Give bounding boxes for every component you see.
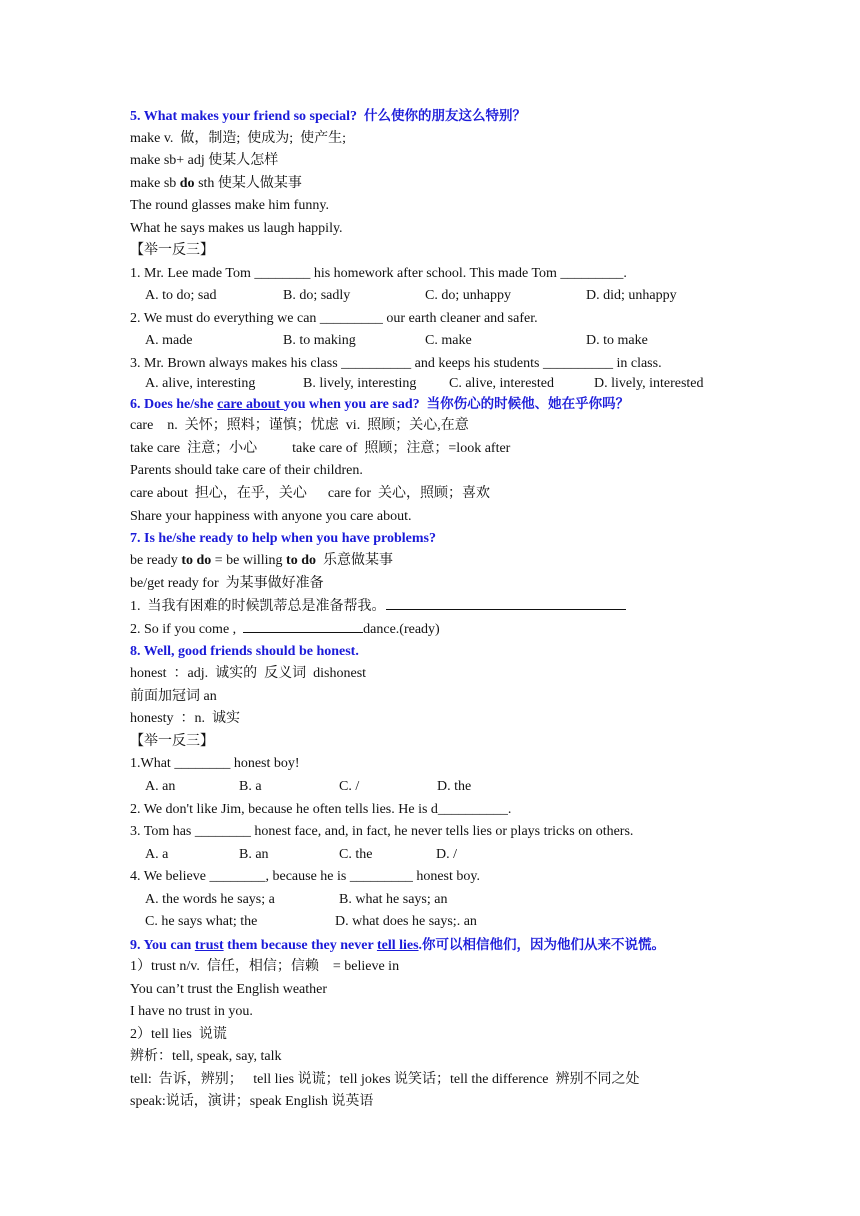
- s5-question-1: 1. Mr. Lee made Tom ________ his homework after school. This made Tom _________.: [130, 266, 627, 281]
- s8-question-2: 2. We don't like Jim, because he often tells lies. He is d__________.: [130, 802, 512, 817]
- s9-heading-underlined-1: trust: [194, 938, 224, 953]
- s8-practice-title: 【举一反三】: [130, 734, 214, 749]
- s5-practice-title: 【举一反三】: [130, 243, 214, 258]
- s8-q1-option-a: A. an: [145, 779, 176, 794]
- s7-line-1-bold-2: to do: [286, 553, 316, 568]
- s7-line-1-bold-1: to do: [181, 553, 212, 568]
- s5-q3-option-b: B. lively, interesting: [303, 376, 417, 391]
- section-9-heading: [130, 936, 665, 955]
- s8-line-3: honesty ：n. 诚实: [130, 711, 241, 726]
- s8-q1-option-c: C. /: [339, 779, 360, 794]
- s9-heading-underlined-2: tell lies: [376, 938, 419, 953]
- s8-q4-option-a: A. the words he says; a: [145, 892, 275, 907]
- s5-question-3: 3. Mr. Brown always makes his class __________ and keeps his students __________ in class.: [130, 356, 662, 371]
- answer-blank[interactable]: [243, 620, 363, 633]
- s5-q2-option-b: B. to making: [283, 333, 356, 348]
- s8-heading-text: 8. Well, good friends should be honest.: [130, 644, 359, 659]
- s5-example-2: What he says makes us laugh happily.: [130, 221, 343, 236]
- s8-q1-option-d: D. the: [437, 779, 472, 794]
- s5-line-3: [130, 175, 302, 193]
- s9-heading-c: .: [418, 938, 423, 953]
- s7-question-1-text: 1. 当我有困难的时候凯蒂总是准备帮我。: [130, 599, 386, 614]
- s9-line-6: tell: 告诉，辨别； tell lies 说谎；tell jokes 说笑话；tell the difference 辨别不同之处: [130, 1072, 640, 1087]
- s7-line-1-e: 乐意做某事: [316, 553, 393, 568]
- s9-heading-a: 9. You can: [130, 938, 195, 953]
- s8-line-2: 前面加冠词 an: [130, 689, 217, 704]
- s8-question-3: 3. Tom has ________ honest face, and, in fact, he never tells lies or plays tricks on others.: [130, 824, 634, 839]
- s6-line-1: care n. 关怀；照料；谨慎；忧虑 vi. 照顾；关心,在意: [130, 418, 469, 433]
- s8-line-1: honest ：adj. 诚实的 反义词 dishonest: [130, 666, 367, 681]
- answer-blank[interactable]: [386, 597, 626, 610]
- s5-q3-option-a: A. alive, interesting: [145, 376, 256, 391]
- s6-line-4: care about 担心，在乎，关心 care for 关心，照顾；喜欢: [130, 486, 491, 501]
- s6-heading-zh: 当你伤心的时候他、她在乎你吗？: [426, 396, 630, 412]
- s5-q3-option-d: D. lively, interested: [594, 376, 704, 391]
- s8-question-4: 4. We believe ________, because he is _________ honest boy.: [130, 869, 480, 884]
- s5-line-2: make sb+ adj 使某人怎样: [130, 153, 279, 168]
- section-5-heading: [130, 107, 526, 126]
- s5-line-3-c: sth 使某人做某事: [194, 176, 302, 191]
- s5-q1-option-d: D. did; unhappy: [586, 288, 677, 303]
- s7-line-2: be/get ready for 为某事做好准备: [130, 576, 324, 591]
- s7-line-1-c: = be willing: [211, 553, 287, 568]
- s5-q2-option-c: C. make: [425, 333, 472, 348]
- s8-q3-option-b: B. an: [239, 847, 269, 862]
- s7-heading-text: 7. Is he/she ready to help when you have problems?: [130, 531, 436, 546]
- s6-heading-underlined: care about: [217, 397, 284, 412]
- s8-q4-option-d: D. what does he says;. an: [335, 914, 477, 929]
- s5-line-3-a: make sb: [130, 176, 180, 191]
- s7-question-2: [130, 620, 440, 639]
- s8-q3-option-a: A. a: [145, 847, 169, 862]
- s9-heading-b: them because they never: [223, 938, 377, 953]
- section-6-heading: [130, 395, 629, 414]
- section-8-heading: [130, 643, 359, 661]
- s9-line-1: 1）trust n/v. 信任，相信；信赖 = believe in: [130, 959, 400, 974]
- s5-q1-option-c: C. do; unhappy: [425, 288, 511, 303]
- s8-q3-option-d: D. /: [436, 847, 457, 862]
- s5-line-1: make v. 做，制造; 使成为; 使产生;: [130, 131, 347, 146]
- s9-heading-zh: 你可以相信他们，因为他们从来不说慌。: [422, 937, 666, 953]
- section-5-heading-zh: 什么使你的朋友这么特别？: [364, 108, 526, 124]
- s9-line-5: 辨析：tell, speak, say, talk: [130, 1049, 282, 1064]
- s5-question-2: 2. We must do everything we can _________ our earth cleaner and safer.: [130, 311, 538, 326]
- s7-question-2-b: dance.(ready): [363, 622, 440, 637]
- s6-heading-a: 6. Does he/she: [130, 397, 218, 412]
- s6-line-3: Parents should take care of their children.: [130, 463, 363, 478]
- s9-line-2: You can’t trust the English weather: [130, 982, 328, 997]
- section-7-heading: [130, 530, 436, 548]
- s6-heading-b: you when you are sad?: [283, 397, 420, 412]
- s5-q1-option-a: A. to do; sad: [145, 288, 217, 303]
- s7-question-2-a: 2. So if you come ,: [130, 622, 244, 637]
- s8-q3-option-c: C. the: [339, 847, 373, 862]
- s8-q4-option-c: C. he says what; the: [145, 914, 258, 929]
- s6-line-5: Share your happiness with anyone you care about.: [130, 509, 412, 524]
- s8-question-1: 1.What ________ honest boy!: [130, 756, 300, 771]
- s9-line-7: speak:说话，演讲；speak English 说英语: [130, 1094, 374, 1109]
- s9-line-4: 2）tell lies 说谎: [130, 1027, 227, 1042]
- s5-q2-option-d: D. to make: [586, 333, 648, 348]
- s9-line-3: I have no trust in you.: [130, 1004, 253, 1019]
- s5-q1-option-b: B. do; sadly: [283, 288, 351, 303]
- s7-line-1-a: be ready: [130, 553, 182, 568]
- s8-q4-option-b: B. what he says; an: [339, 892, 448, 907]
- s5-line-3-bold: do: [179, 176, 195, 191]
- s5-example-1: The round glasses make him funny.: [130, 198, 329, 213]
- s5-q3-option-c: C. alive, interested: [449, 376, 554, 391]
- s7-question-1: [130, 597, 626, 616]
- s5-q2-option-a: A. made: [145, 333, 193, 348]
- s7-line-1: [130, 552, 393, 570]
- s6-line-2: take care 注意；小心 take care of 照顾；注意；=look after: [130, 441, 511, 456]
- s8-q1-option-b: B. a: [239, 779, 262, 794]
- section-5-heading-en: 5. What makes your friend so special?: [130, 109, 357, 124]
